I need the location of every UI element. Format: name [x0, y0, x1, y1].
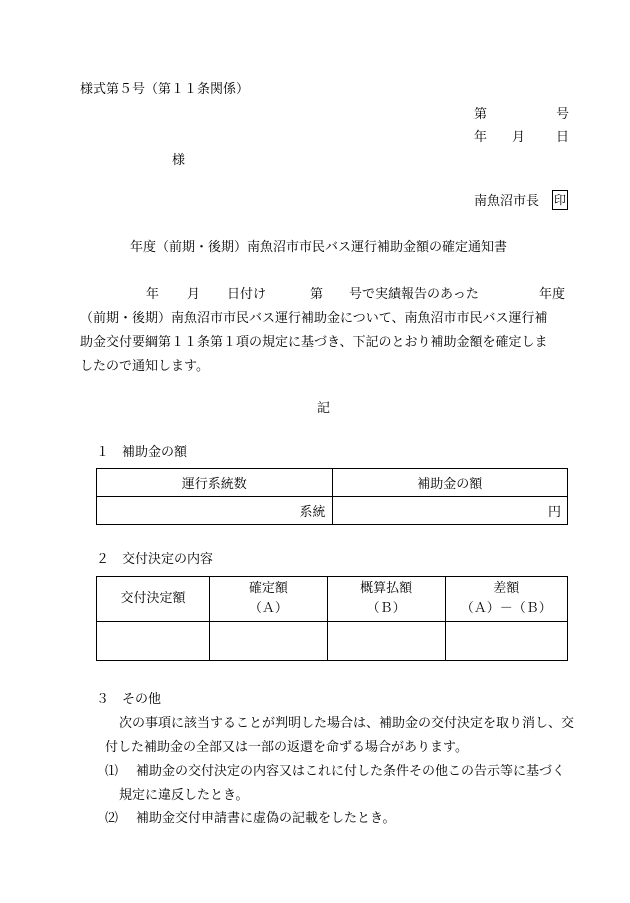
- header-line: （Ａ）－（Ｂ）: [460, 601, 552, 616]
- body-day-dated: 日付け: [227, 287, 267, 302]
- issuer-title: 南魚沼市長: [474, 194, 540, 209]
- body-month: 月: [187, 287, 201, 302]
- header-line: （Ａ）: [248, 601, 288, 616]
- doc-date-day: 日: [556, 130, 570, 145]
- addressee-suffix: 様: [172, 153, 186, 168]
- cell-empty: [327, 622, 445, 661]
- doc-date-month: 月: [512, 130, 526, 145]
- body-go-report: 号で実績報告のあった: [349, 287, 479, 302]
- doc-number-dai: 第: [474, 107, 488, 122]
- body-year: 年: [146, 287, 160, 302]
- header-route-count: 運行系統数: [97, 469, 333, 497]
- subsidy-amount-table: [96, 468, 568, 525]
- header-confirmed-amount: [210, 577, 328, 622]
- header-line: 確定額: [248, 581, 288, 596]
- header-difference: [445, 577, 567, 622]
- table-row: [97, 622, 568, 661]
- ki-mark: 記: [317, 401, 331, 416]
- item-number: ⑵: [105, 811, 119, 826]
- form-number: 様式第５号（第１１条関係）: [80, 82, 250, 97]
- item-line: 規定に違反したとき。: [119, 788, 249, 803]
- table-row: [97, 497, 568, 525]
- cell-yen-unit: 円: [332, 497, 568, 525]
- cell-route-unit: 系統: [97, 497, 333, 525]
- section3-heading: ３ その他: [96, 692, 162, 707]
- body-fiscal-year: 年度: [539, 287, 566, 302]
- table-header-row: [97, 469, 568, 497]
- cell-empty: [97, 622, 210, 661]
- header-subsidy-amount: 補助金の額: [332, 469, 568, 497]
- body-line: したので通知します。: [80, 359, 209, 374]
- header-line: 差額: [493, 581, 520, 596]
- cell-empty: [445, 622, 567, 661]
- seal-mark: 印: [552, 190, 568, 210]
- grant-decision-table: [96, 576, 568, 661]
- header-line: 交付決定額: [120, 591, 186, 606]
- doc-number-go: 号: [556, 107, 570, 122]
- item-line: 補助金の交付決定の内容又はこれに付した条件その他この告示等に基づく: [136, 764, 566, 779]
- body-dai: 第: [310, 287, 324, 302]
- body-line: 助金交付要綱第１１条第１項の規定に基づき、下記のとおり補助金額を確定しま: [80, 335, 548, 350]
- section2-heading: ２ 交付決定の内容: [96, 552, 214, 567]
- section1-heading: １ 補助金の額: [96, 445, 188, 460]
- header-grant-decision-amount: [97, 577, 210, 622]
- doc-date-year: 年: [474, 130, 488, 145]
- document-title: 年度（前期・後期）南魚沼市市民バス運行補助金額の確定通知書: [130, 240, 508, 255]
- header-line: 概算払額: [360, 581, 413, 596]
- section3-intro-line: 次の事項に該当することが判明した場合は、補助金の交付決定を取り消し、交: [119, 716, 575, 731]
- header-line: （Ｂ）: [366, 601, 406, 616]
- item-number: ⑴: [105, 764, 119, 779]
- item-line: 補助金交付申請書に虚偽の記載をしたとき。: [136, 811, 396, 826]
- body-line: （前期・後期）南魚沼市市民バス運行補助金について、南魚沼市市民バス運行補: [80, 311, 548, 326]
- table-header-row: [97, 577, 568, 622]
- header-estimated-payment: [327, 577, 445, 622]
- section3-intro-line: 付した補助金の全部又は一部の返還を命ずる場合があります。: [105, 740, 468, 755]
- cell-empty: [210, 622, 328, 661]
